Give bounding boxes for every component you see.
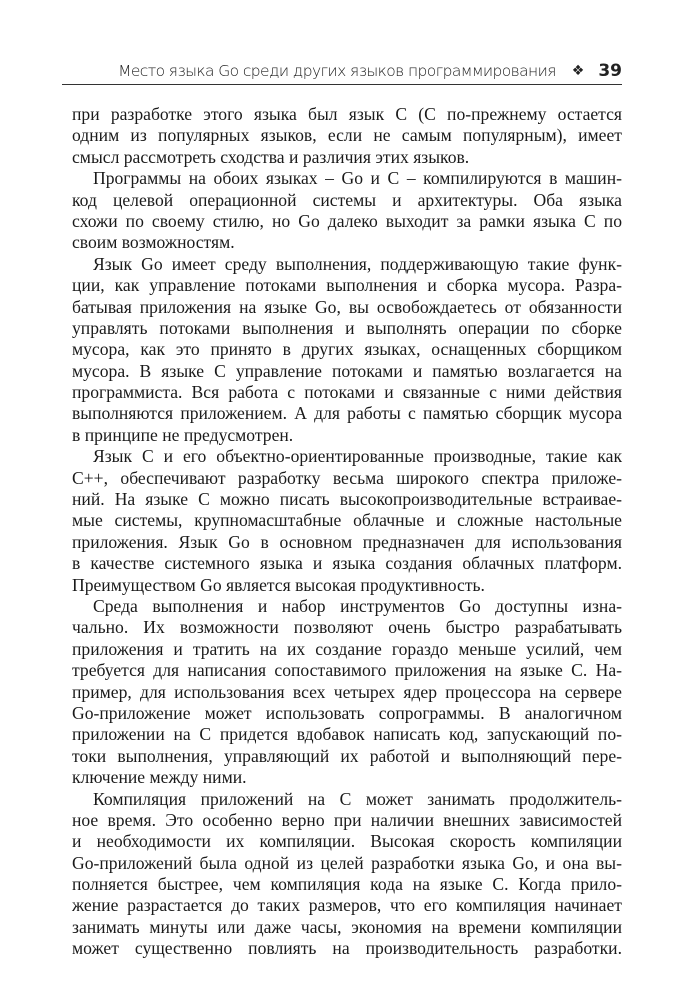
text-line: токи выполнения, управляющий их работой и выполняющий пере- [72, 745, 622, 766]
text-line: полняется быстрее, чем компиляция кода на языке C. Когда прило- [72, 874, 622, 895]
text-line: Программы на обоих языках – Go и C – компилируются в машин- [93, 168, 622, 189]
body-text [72, 104, 622, 960]
text-line: приложения и тратить на их создание гораздо меньше усилий, чем [72, 638, 622, 659]
text-line: приложения. Язык Go в основном предназначен для использования [72, 531, 622, 552]
text-line: своим возможностям. [72, 232, 235, 253]
diamond-ornament-icon: ❖ [571, 63, 585, 79]
text-line: мые системы, крупномасштабные облачные и сложные настольные [72, 510, 622, 531]
paragraph [72, 446, 622, 596]
text-line: Преимуществом Go является высокая продуктивность. [72, 574, 485, 595]
text-line: выполняются приложением. А для работы с памятью сборщик мусора [72, 403, 622, 424]
text-line: чально. Их возможности позволяют очень быстро разрабатывать [72, 617, 622, 638]
text-line: ное время. Это особенно верно при наличии внешних зависимостей [72, 809, 622, 830]
paragraph [72, 104, 622, 168]
text-line: Язык C и его объектно-ориентированные производные, такие как [93, 446, 622, 467]
text-line: одним из популярных языков, если не самым популярным), имеет [72, 125, 622, 146]
text-line: C++, обеспечивают разработку весьма широкого спектра приложе- [72, 467, 622, 488]
text-line: пример, для использования всех четырех ядер процессора на сервере [72, 681, 622, 702]
text-line: схожи по своему стилю, но Go далеко выходит за рамки языка C по [72, 210, 622, 231]
text-line: код целевой операционной системы и архитектуры. Оба языка [72, 189, 622, 210]
chapter-title: Место языка Go среди других языков программирования [118, 62, 556, 80]
text-line: мусора. В языке C управление потоками и памятью возлагается на [72, 360, 622, 381]
text-line: Среда выполнения и набор инструментов Go доступны изна- [93, 595, 622, 616]
paragraph [72, 596, 622, 789]
text-line: в принципе не предусмотрен. [72, 424, 294, 445]
text-line: смысл рассмотреть сходства и различия этих языков. [72, 146, 470, 167]
text-line: при разработке этого языка был язык C (C по-прежнему остается [72, 104, 622, 124]
paragraph [72, 168, 622, 254]
text-line: мусора, как это принято в других языках, оснащенных сборщиком [72, 339, 622, 360]
text-line: Язык Go имеет среду выполнения, поддерживающую такие функ- [93, 253, 622, 274]
running-header [62, 58, 622, 85]
text-line: Go-приложение может использовать сопрограммы. В аналогичном [72, 702, 622, 723]
text-line: Компиляция приложений на C может занимать продолжитель- [93, 788, 622, 809]
text-line: Go-приложений была одной из целей разработки языка Go, и она вы- [72, 852, 622, 873]
text-line: жение разрастается до таких размеров, что его компиляция начинает [72, 895, 622, 916]
text-line: требуется для написания сопоставимого приложения на языке C. На- [72, 660, 622, 681]
page-number: 39 [598, 61, 622, 81]
text-line: ключение между ними. [72, 767, 247, 788]
text-line: может существенно повлиять на производительность разработки. [72, 938, 622, 959]
text-line: управлять потоками выполнения и выполнять операции по сборке [72, 317, 622, 338]
text-line: приложении на C придется вдобавок написать код, запускающий по- [72, 724, 622, 745]
text-line: батывая приложения на языке Go, вы освобождаетесь от обязанности [72, 296, 622, 317]
text-line: в качестве системного языка и языка создания облачных платформ. [72, 553, 622, 574]
paragraph [72, 254, 622, 447]
text-line: ний. На языке C можно писать высокопроизводительные встраивае- [72, 489, 622, 510]
text-line: занимать минуты или даже часы, экономия на времени компиляции [72, 916, 622, 937]
text-line: ции, как управление потоками выполнения и сборка мусора. Разра- [72, 275, 622, 296]
paragraph [72, 789, 622, 960]
text-line: программиста. Вся работа с потоками и связанные с ними действия [72, 382, 622, 403]
text-line: и необходимости их компиляции. Высокая скорость компиляции [72, 831, 622, 852]
